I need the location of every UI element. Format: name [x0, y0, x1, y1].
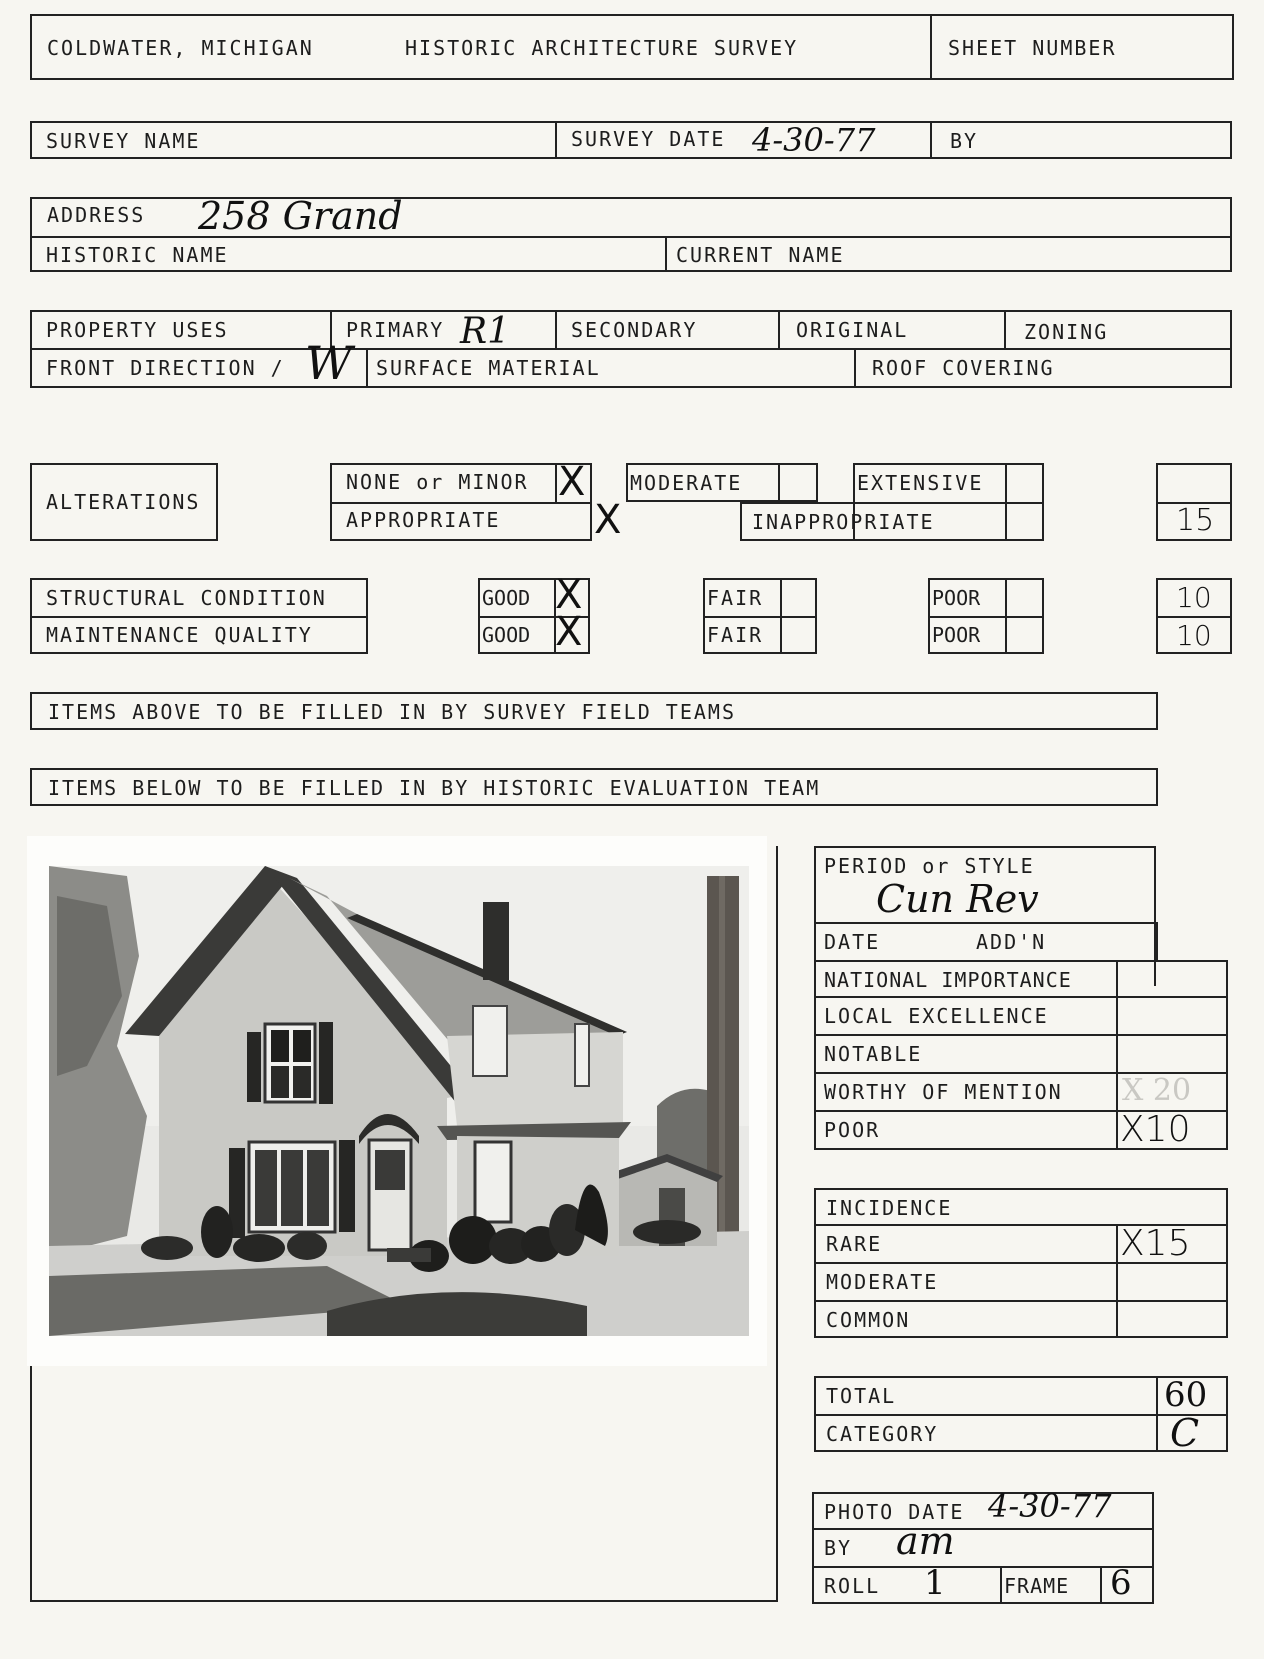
structural-good-check[interactable]: X: [555, 572, 583, 618]
inappropriate-label: INAPPROPRIATE: [752, 510, 935, 534]
date-label: DATE: [824, 930, 881, 954]
zoning-label: ZONING: [1024, 320, 1109, 344]
appropriate-check[interactable]: X: [594, 497, 622, 543]
total-value[interactable]: 60: [1164, 1375, 1208, 1415]
maintenance-fair-label: FAIR: [707, 623, 764, 647]
worthy-of-mention-label: WORTHY OF MENTION: [824, 1080, 1063, 1104]
roof-covering-label: ROOF COVERING: [872, 356, 1055, 380]
appropriate-label: APPROPRIATE: [346, 508, 501, 532]
notes-below: ITEMS BELOW TO BE FILLED IN BY HISTORIC EVALUATION TEAM: [48, 776, 821, 800]
rare-value[interactable]: X15: [1120, 1223, 1191, 1264]
addn-label: ADD'N: [976, 930, 1047, 954]
common-label: COMMON: [826, 1308, 911, 1332]
alterations-score[interactable]: 15: [1176, 503, 1215, 538]
surface-material-label: SURFACE MATERIAL: [376, 356, 601, 380]
incidence-label: INCIDENCE: [826, 1196, 953, 1220]
photo-by-value[interactable]: am: [896, 1519, 955, 1563]
primary-label: PRIMARY: [346, 318, 445, 342]
survey-title: HISTORIC ARCHITECTURE SURVEY: [405, 36, 799, 60]
maintenance-good-check[interactable]: X: [555, 609, 583, 655]
survey-by-label: BY: [950, 129, 979, 153]
period-value[interactable]: Cun Rev: [876, 877, 1039, 921]
maintenance-score[interactable]: 10: [1176, 619, 1212, 652]
original-label: ORIGINAL: [796, 318, 909, 342]
none-minor-check[interactable]: X: [558, 459, 586, 505]
maintenance-quality-label: MAINTENANCE QUALITY: [46, 623, 313, 647]
structural-condition-label: STRUCTURAL CONDITION: [46, 586, 327, 610]
none-minor-label: NONE or MINOR: [346, 470, 529, 494]
historic-name-label: HISTORIC NAME: [46, 243, 229, 267]
survey-name-label: SURVEY NAME: [46, 129, 201, 153]
national-importance-label: NATIONAL IMPORTANCE: [824, 968, 1072, 992]
property-uses-label: PROPERTY USES: [46, 318, 229, 342]
address-label: ADDRESS: [47, 203, 146, 227]
secondary-label: SECONDARY: [571, 318, 698, 342]
category-label: CATEGORY: [826, 1422, 939, 1446]
photo-date-label: PHOTO DATE: [824, 1500, 965, 1524]
moderate-label: MODERATE: [630, 471, 743, 495]
structural-score[interactable]: 10: [1176, 581, 1212, 614]
roll-label: ROLL: [824, 1574, 881, 1598]
city-label: COLDWATER, MICHIGAN: [47, 36, 314, 60]
alterations-label: ALTERATIONS: [46, 490, 201, 514]
worthy-of-mention-value[interactable]: X 20: [1122, 1073, 1192, 1108]
total-label: TOTAL: [826, 1384, 897, 1408]
house-photo: [27, 836, 767, 1366]
notes-above: ITEMS ABOVE TO BE FILLED IN BY SURVEY FIELD TEAMS: [48, 700, 737, 724]
structural-fair-label: FAIR: [707, 586, 764, 610]
address-value[interactable]: 258 Grand: [198, 194, 403, 238]
front-direction-label: FRONT DIRECTION /: [46, 356, 285, 380]
structural-good-label: GOOD: [482, 586, 531, 610]
local-excellence-label: LOCAL EXCELLENCE: [824, 1004, 1049, 1028]
rare-label: RARE: [826, 1232, 883, 1256]
notable-label: NOTABLE: [824, 1042, 923, 1066]
sheet-number-label: SHEET NUMBER: [948, 36, 1117, 60]
period-label: PERIOD or STYLE: [824, 854, 1035, 878]
roll-value[interactable]: 1: [924, 1563, 946, 1603]
poor-rating-value[interactable]: X10: [1120, 1109, 1191, 1150]
frame-value[interactable]: 6: [1110, 1563, 1132, 1603]
incidence-moderate-label: MODERATE: [826, 1270, 939, 1294]
maintenance-good-label: GOOD: [482, 623, 531, 647]
photo-by-label: BY: [824, 1536, 853, 1560]
frame-label: FRAME: [1004, 1574, 1070, 1598]
poor-rating-label: POOR: [824, 1118, 881, 1142]
primary-value[interactable]: R1: [460, 311, 511, 352]
survey-date-label: SURVEY DATE: [571, 127, 726, 151]
extensive-label: EXTENSIVE: [857, 471, 984, 495]
category-value[interactable]: C: [1170, 1411, 1200, 1455]
current-name-label: CURRENT NAME: [676, 243, 845, 267]
photo-date-value[interactable]: 4-30-77: [988, 1487, 1112, 1525]
structural-poor-label: POOR: [932, 586, 981, 610]
survey-date-value[interactable]: 4-30-77: [752, 121, 876, 159]
front-direction-value[interactable]: W: [305, 336, 353, 390]
maintenance-poor-label: POOR: [932, 623, 981, 647]
